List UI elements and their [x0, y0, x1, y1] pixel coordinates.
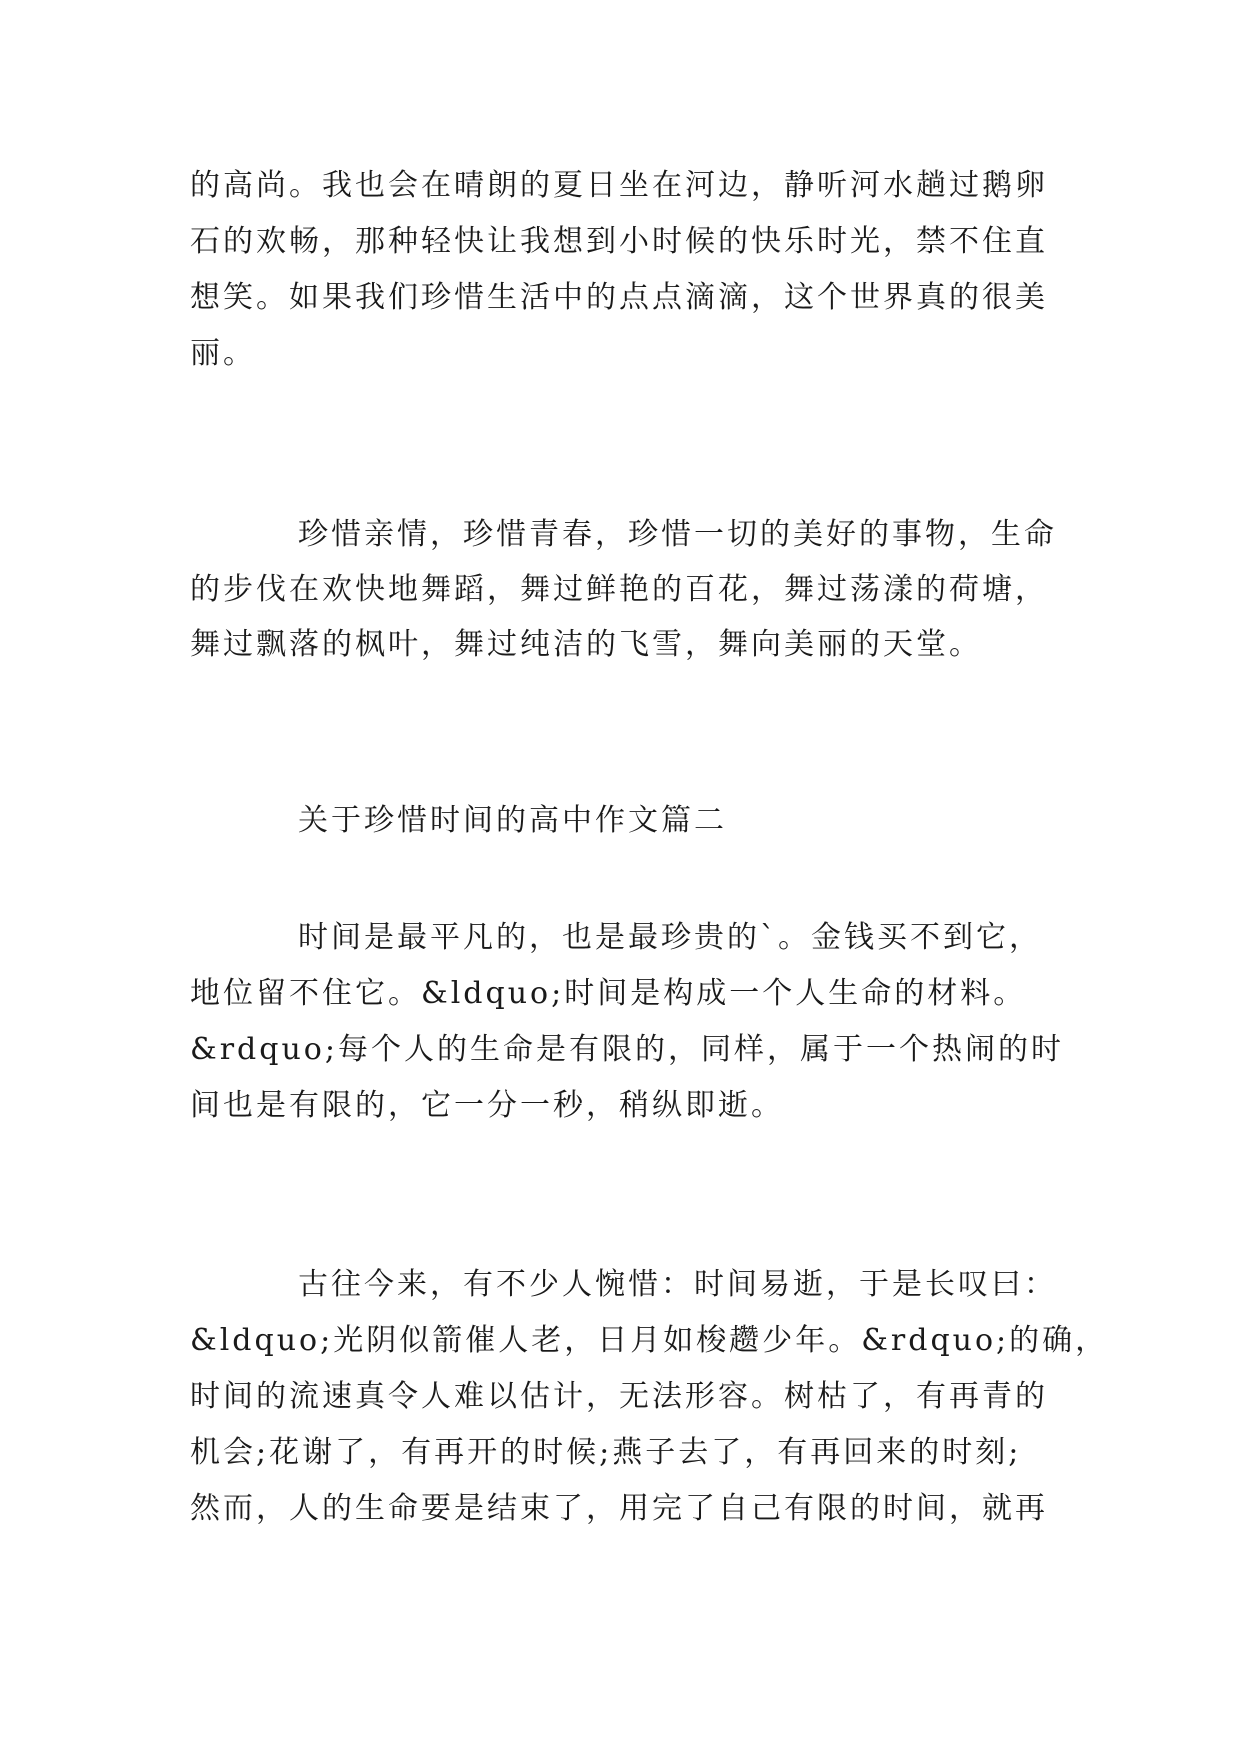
paragraph-1-line-4: 丽。 [190, 336, 256, 371]
section-heading: 关于珍惜时间的高中作文篇二 [298, 803, 727, 838]
paragraph-1-line-3: 想笑。如果我们珍惜生活中的点点滴滴，这个世界真的很美 [190, 280, 1048, 315]
paragraph-4-line-2: &ldquo;光阴似箭催人老，日月如梭趱少年。&rdquo;的确， [190, 1323, 1109, 1358]
paragraph-3-line-4: 间也是有限的，它一分一秒，稍纵即逝。 [190, 1088, 784, 1123]
paragraph-4-line-4: 机会;花谢了，有再开的时候;燕子去了，有再回来的时刻; [190, 1435, 1022, 1470]
paragraph-4-line-1: 古往今来，有不少人惋惜：时间易逝，于是长叹曰： [298, 1267, 1057, 1302]
paragraph-1-line-2: 石的欢畅，那种轻快让我想到小时候的快乐时光，禁不住直 [190, 224, 1048, 259]
paragraph-3-line-3: &rdquo;每个人的生命是有限的，同样，属于一个热闹的时 [190, 1032, 1064, 1067]
paragraph-4-line-5: 然而，人的生命要是结束了，用完了自己有限的时间，就再 [190, 1491, 1048, 1526]
paragraph-2-line-3: 舞过飘落的枫叶，舞过纯洁的飞雪，舞向美丽的天堂。 [190, 627, 982, 662]
paragraph-1-line-1: 的高尚。我也会在晴朗的夏日坐在河边，静听河水趟过鹅卵 [190, 168, 1048, 203]
paragraph-3-line-1: 时间是最平凡的，也是最珍贵的`。金钱买不到它， [298, 920, 1042, 955]
paragraph-3-line-2: 地位留不住它。&ldquo;时间是构成一个人生命的材料。 [190, 976, 1027, 1011]
paragraph-2-line-1: 珍惜亲情，珍惜青春，珍惜一切的美好的事物，生命 [298, 517, 1057, 552]
paragraph-2-line-2: 的步伐在欢快地舞蹈，舞过鲜艳的百花，舞过荡漾的荷塘， [190, 572, 1048, 607]
paragraph-4-line-3: 时间的流速真令人难以估计，无法形容。树枯了，有再青的 [190, 1379, 1048, 1414]
